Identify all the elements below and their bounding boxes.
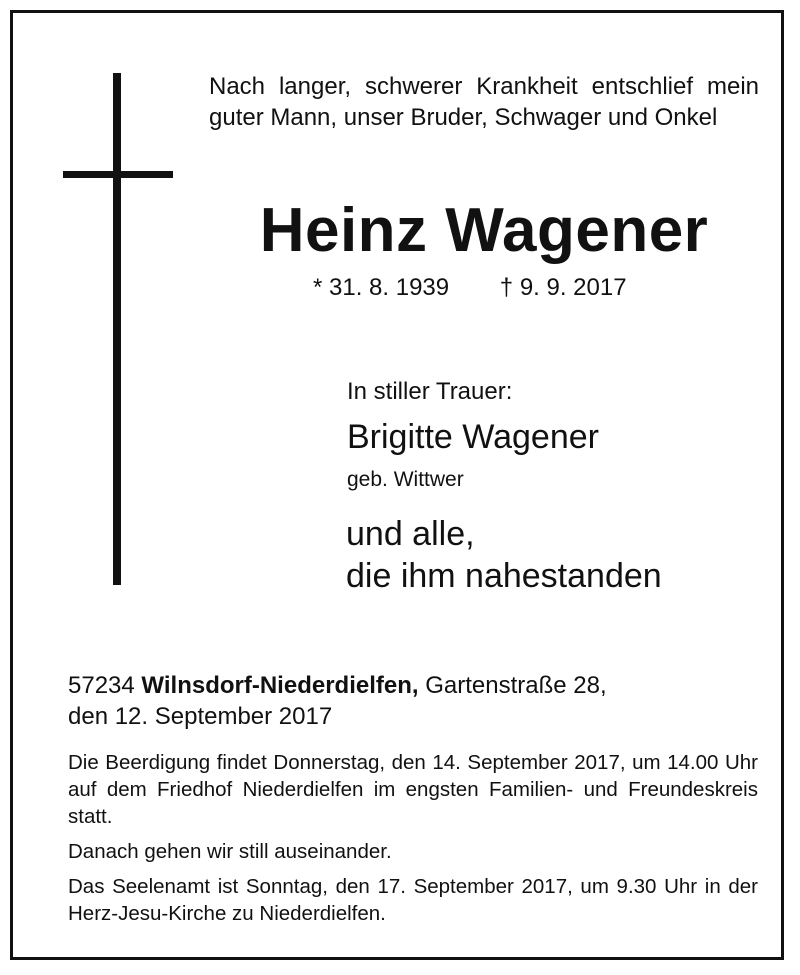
parting-text: Danach gehen wir still auseinander.: [68, 840, 392, 863]
cross-horizontal-bar: [63, 171, 173, 178]
other-mourners-line-1: und alle,: [346, 515, 475, 553]
address-block: [68, 670, 607, 732]
notice-frame: [10, 10, 784, 960]
cross-vertical-bar: [113, 73, 121, 585]
funeral-text: Die Beerdigung findet Donnerstag, den 14. September 2017, um 14.00 Uhr auf dem Friedhof Niederdielfen im engsten Familien- und Freundeskreis statt.: [68, 751, 758, 828]
death-date: † 9. 9. 2017: [499, 274, 627, 301]
intro-text: Nach langer, schwerer Krankheit entschlief mein guter Mann, unser Bruder, Schwager und Onkel: [209, 73, 759, 131]
town-name: Wilnsdorf-Niederdielfen,: [141, 672, 419, 699]
funeral-details: [68, 749, 758, 935]
mourning-label: In stiller Trauer:: [347, 378, 513, 405]
birth-date: * 31. 8. 1939: [313, 274, 450, 301]
mourner-maiden-name: geb. Wittwer: [347, 468, 464, 491]
postal-code: 57234: [68, 672, 135, 699]
other-mourners: [346, 513, 662, 597]
mass-text: Das Seelenamt ist Sonntag, den 17. September 2017, um 9.30 Uhr in der Herz-Jesu-Kirche zu Niederdielfen.: [68, 875, 758, 925]
notice-date: den 12. September 2017: [68, 703, 333, 730]
life-dates: [313, 271, 627, 305]
deceased-name: Heinz Wagener: [259, 196, 709, 265]
other-mourners-line-2: die ihm nahestanden: [346, 557, 662, 595]
street-address: Gartenstraße 28,: [425, 672, 607, 699]
mourner-name: Brigitte Wagener: [347, 418, 599, 456]
